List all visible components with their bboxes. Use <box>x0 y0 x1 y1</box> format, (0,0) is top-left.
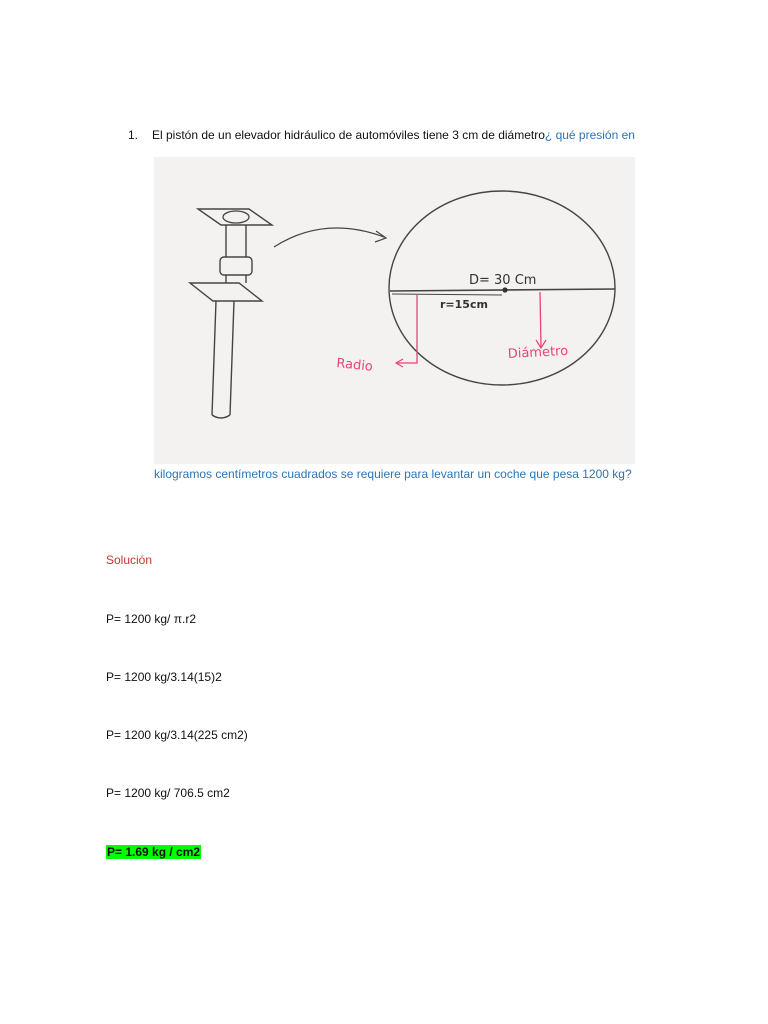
solution-step-3: P= 1200 kg/3.14(225 cm2) <box>106 728 248 742</box>
radius-arrow <box>392 294 502 295</box>
diameter-label: D= 30 Cm <box>469 273 537 288</box>
diametro-label: Diámetro <box>507 343 569 362</box>
solution-step-4: P= 1200 kg/ 706.5 cm2 <box>106 786 230 800</box>
question-continued: kilogramos centímetros cuadrados se requiere para levantar un coche que pesa 1200 kg? <box>154 467 632 481</box>
piston-collar <box>220 257 252 275</box>
solution-result <box>106 845 201 859</box>
solution-result-highlight: P= 1.69 kg / cm2 <box>107 845 201 859</box>
diametro-pointer <box>540 292 541 347</box>
radio-label: Radio <box>335 356 374 375</box>
solution-title: Solución <box>106 553 153 567</box>
question-number: 1. <box>128 128 139 142</box>
solution-step-1: P= 1200 kg/ π.r2 <box>106 612 196 626</box>
question-text: El pistón de un elevador hidráulico de automóviles tiene 3 cm de diámetro <box>152 128 545 142</box>
question-line <box>128 128 635 142</box>
radius-value-label: r=15cm <box>440 298 488 311</box>
piston-diagram-drawing <box>154 157 635 464</box>
solution-step-2: P= 1200 kg/3.14(15)2 <box>106 670 222 684</box>
piston-top-knob <box>223 211 249 223</box>
question-text-blue: ¿ qué presión en <box>544 128 635 142</box>
piston-lower-plate <box>190 283 262 301</box>
piston-diagram-figure <box>154 157 635 464</box>
piston-cross-section-circle <box>389 191 615 385</box>
curved-arrow <box>274 228 384 247</box>
